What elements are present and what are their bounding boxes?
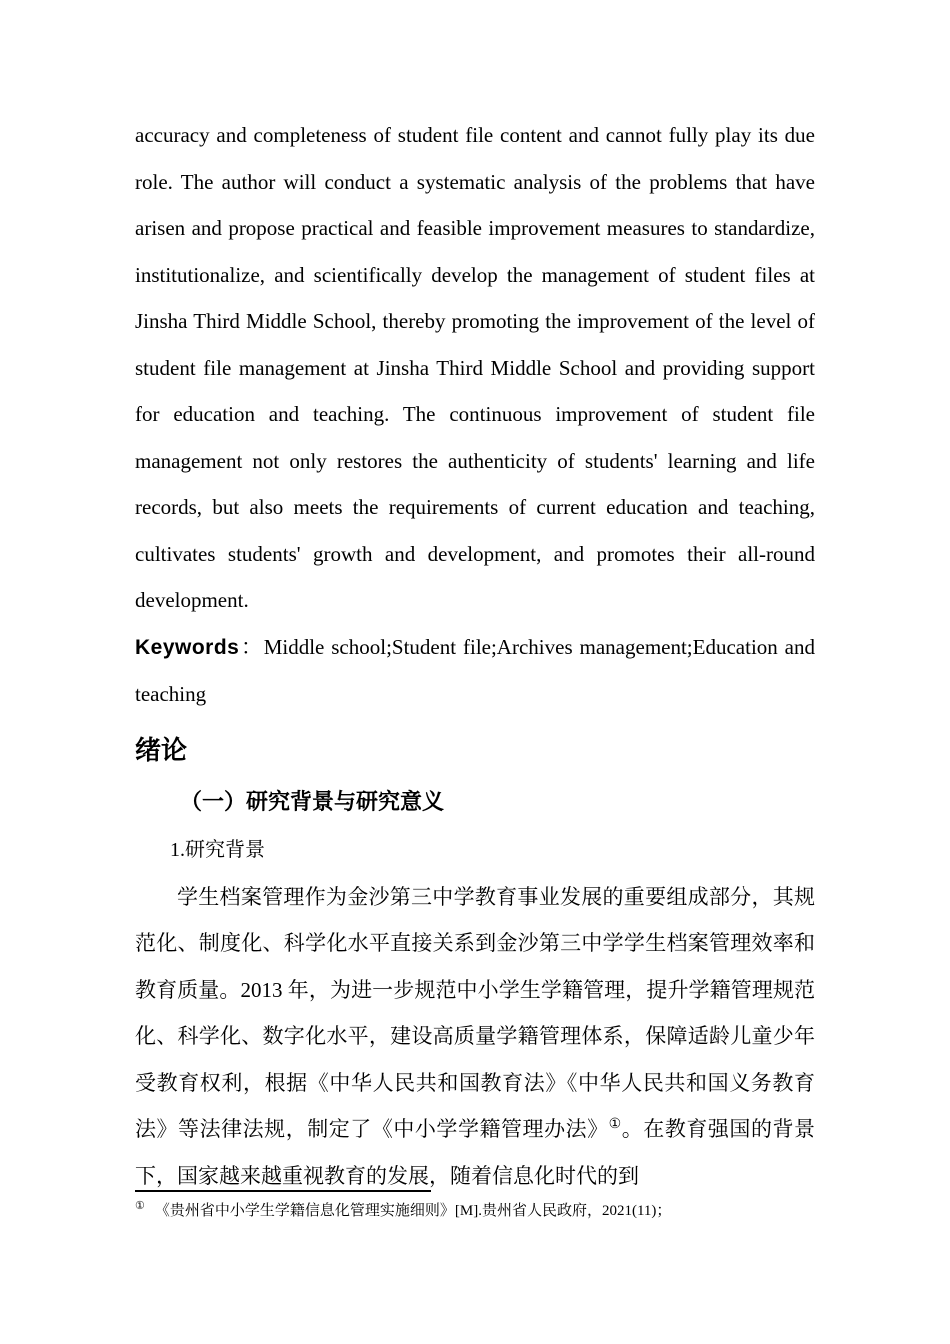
footnote: [135, 1198, 815, 1224]
section-heading: （一）研究背景与研究意义: [180, 788, 445, 814]
body-chinese-text-1: 学生档案管理作为金沙第三中学教育事业发展的重要组成部分，其规范化、制度化、科学化水平直接关系到金沙第三中学学生档案管理效率和教育质量。2013 年，为进一步规范中小学生学籍管理，提升学籍管理规范化、科学化、数字化水平，建设高质量学籍管理体系，保障适龄儿童少年受教育权利，根据《中华人民共和国教育法》《中华人民共和国义务教育法》等法律法规，制定了《中小学学籍管理办法》: [135, 884, 815, 1141]
keywords-colon: ：: [239, 634, 264, 659]
footnote-marker: ①: [135, 1200, 145, 1212]
body-chinese-text-2: 。在教育强国的背景下，国家越来越重视教育的发展，随着信息化时代的到: [135, 1117, 816, 1188]
keywords-label: Keywords: [135, 635, 240, 659]
footnote-divider: [135, 1190, 431, 1192]
chapter-heading: 绪论: [135, 734, 188, 765]
subsection-heading: 1.研究背景: [170, 838, 265, 861]
body-paragraph-english: accuracy and completeness of student file content and cannot fully play its due role. The author will conduct a systematic analysis of the problems that have arisen and propose practical and feasible improvement measures to standardize, institutionalize, and scientifically develop the management of student files at Jinsha Third Middle School, thereby promoting the improvement of the level of student file management at Jinsha Third Middle School and providing support for education and teaching. The continuous improvement of student file management not only restores the authenticity of students' learning and life records, but also meets the requirements of current education and teaching, cultivates students' growth and development, and promotes their all-round development.: [135, 123, 815, 612]
footnote-text: 《贵州省中小学生学籍信息化管理实施细则》[M].贵州省人民政府，2021(11)；: [154, 1203, 672, 1219]
keywords-line: [135, 624, 815, 718]
keywords-text: Middle school;Student file;Archives management;Education and teaching: [135, 634, 815, 706]
footnote-reference: ①: [608, 1117, 622, 1132]
footnote-area: [135, 1190, 815, 1224]
body-paragraph-chinese: [135, 874, 815, 1200]
